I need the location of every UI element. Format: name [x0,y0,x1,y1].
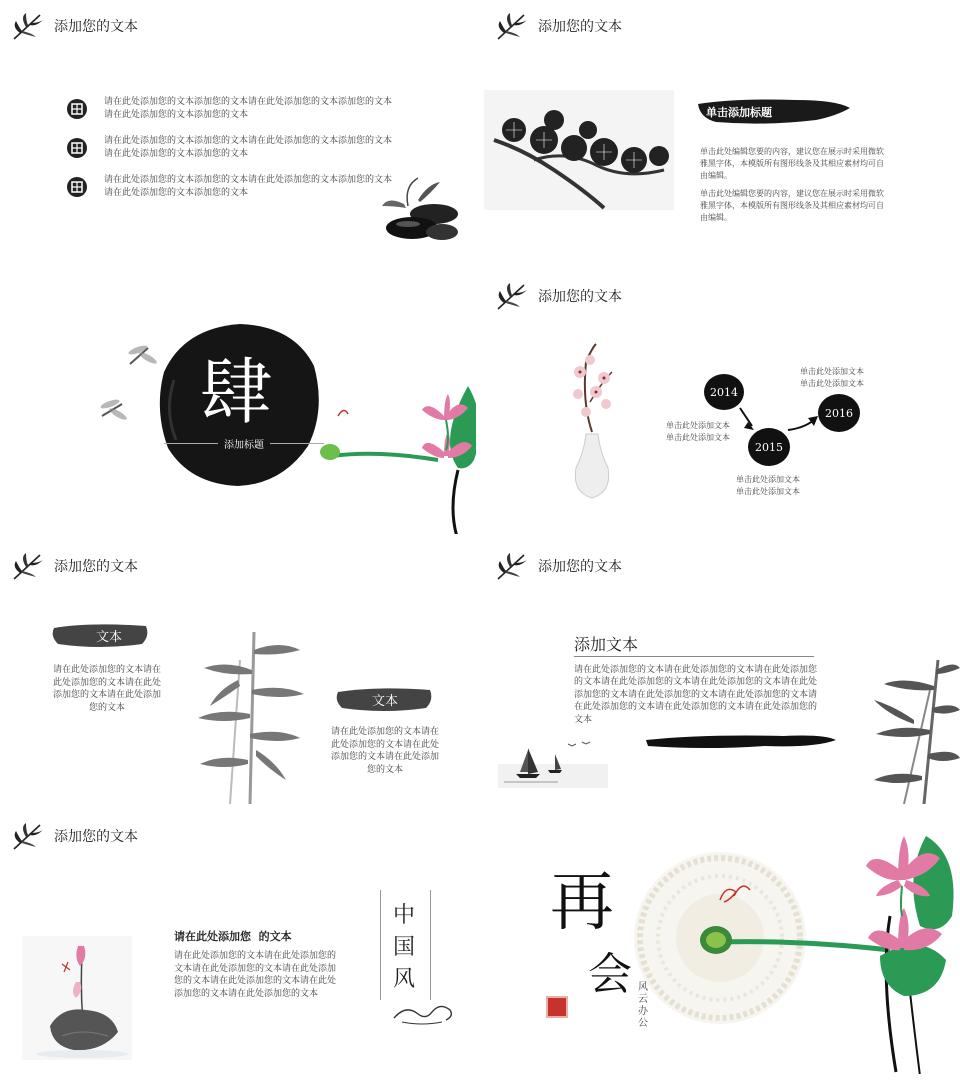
vertical-title: 中国风 [392,903,415,992]
bamboo-icon [10,549,46,583]
slide-header [494,280,622,312]
divider [270,443,324,444]
bamboo-icon [494,279,530,313]
list-item [66,174,396,199]
year-node: 2016 [818,394,860,432]
text-heading: 请在此处添加您 的文本 [174,930,292,943]
paragraph-1: 单击此处编辑您要的内容，建议您在展示时采用微软雅黑字体，本模版所有图形线条及其相应素材均可自由编辑。 [700,147,884,180]
pine-branch-illustration [484,90,674,210]
year-node: 2014 [704,374,744,410]
timeline-label: 单击此处添加文本 单击此处添加文本 [666,421,730,442]
slide-header [494,10,622,42]
slide-3[interactable] [0,270,476,534]
divider [574,656,814,657]
dragonfly-icon [96,394,130,422]
banner-title: 单击添加标题 [706,106,772,119]
plum-vase-illustration [562,342,622,502]
list-item [66,96,396,121]
header-title: 添加您的文本 [538,19,622,35]
header-title: 添加您的文本 [54,559,138,575]
bamboo-illustration [190,630,310,804]
boats-illustration [498,734,608,788]
ornament-icon [66,176,88,198]
stones-illustration [378,176,464,248]
slide-5[interactable] [0,540,476,804]
bamboo-illustration [834,650,960,804]
slide-7[interactable] [0,810,476,1074]
slide-6[interactable] [484,540,960,804]
divider [430,890,431,1000]
big-character: 再 [550,866,614,940]
lotus-illustration [690,836,960,1074]
slide-subtitle: 添加标题 [224,440,264,451]
timeline-label: 单击此处添加文本 单击此处添加文本 [736,475,800,496]
timeline-label: 单击此处添加文本 单击此处添加文本 [800,367,864,388]
slide-header [494,550,622,582]
big-character: 会 [588,949,632,1000]
bamboo-icon [494,549,530,583]
year-node: 2015 [748,428,790,466]
ornament-icon [66,137,88,159]
tag-label: 文本 [372,694,399,709]
text-block: 请在此处添加您的文本请在此处添加您的文本请在此处添加您的文本请在此处添加您的文本请在此处添加您的文本请在此处添加您的文本请在此处添加您的文本 [174,951,337,999]
text-block: 请在此处添加您的文本请在此处添加您的文本请在此处添加您的文本请在此处添加您的文本 [330,727,439,775]
slide-1[interactable] [0,0,476,264]
slide-header [10,10,138,42]
bamboo-icon [10,9,46,43]
list-item-text: 请在此处添加您的文本添加您的文本请在此处添加您的文本添加您的文本请在此处添加您的文本添加您的文本 [104,175,393,198]
lotus-leaf-illustration [22,936,132,1060]
tag-label: 文本 [96,630,123,645]
header-title: 添加您的文本 [54,829,138,845]
seal-stamp [546,996,568,1018]
slide-8[interactable] [484,810,960,1074]
bamboo-icon [494,9,530,43]
slide-2[interactable] [484,0,960,264]
slide-header [10,550,138,582]
ornament-icon [66,98,88,120]
header-title: 添加您的文本 [538,289,622,305]
slide-header [10,820,138,852]
vertical-caption: 风云办公 [638,982,648,1029]
paragraph-2: 单击此处编辑您要的内容，建议您在展示时采用微软雅黑字体，本模版所有图形线条及其相应素材均可自由编辑。 [700,189,884,222]
text-block: 请在此处添加您的文本请在此处添加您的文本请在此处添加您的文本请在此处添加您的文本 [52,665,161,713]
list-item-text: 请在此处添加您的文本添加您的文本请在此处添加您的文本添加您的文本请在此处添加您的文本添加您的文本 [104,97,393,120]
header-title: 添加您的文本 [54,19,138,35]
section-title: 添加文本 [574,635,639,654]
header-title: 添加您的文本 [538,559,622,575]
bamboo-icon [10,819,46,853]
cloud-scroll-ornament [392,998,456,1028]
item-list [66,96,396,199]
divider [380,890,381,1000]
ink-stroke [644,730,838,752]
divider [164,443,218,444]
big-character: 肆 [200,350,273,434]
slide-4[interactable] [484,270,960,534]
lotus-illustration [318,380,476,534]
body-text: 请在此处添加您的文本请在此处添加您的文本请在此处添加您的文本请在此处添加您的文本请在此处添加您的文本请在此处添加您的文本请在此处添加您的文本请在此处添加您的文本请在此处添加您的文本请在此处添加您的文本请在此处添加您的文本 [574,665,818,725]
list-item [66,135,396,160]
list-item-text: 请在此处添加您的文本添加您的文本请在此处添加您的文本添加您的文本请在此处添加您的文本添加您的文本 [104,136,393,159]
